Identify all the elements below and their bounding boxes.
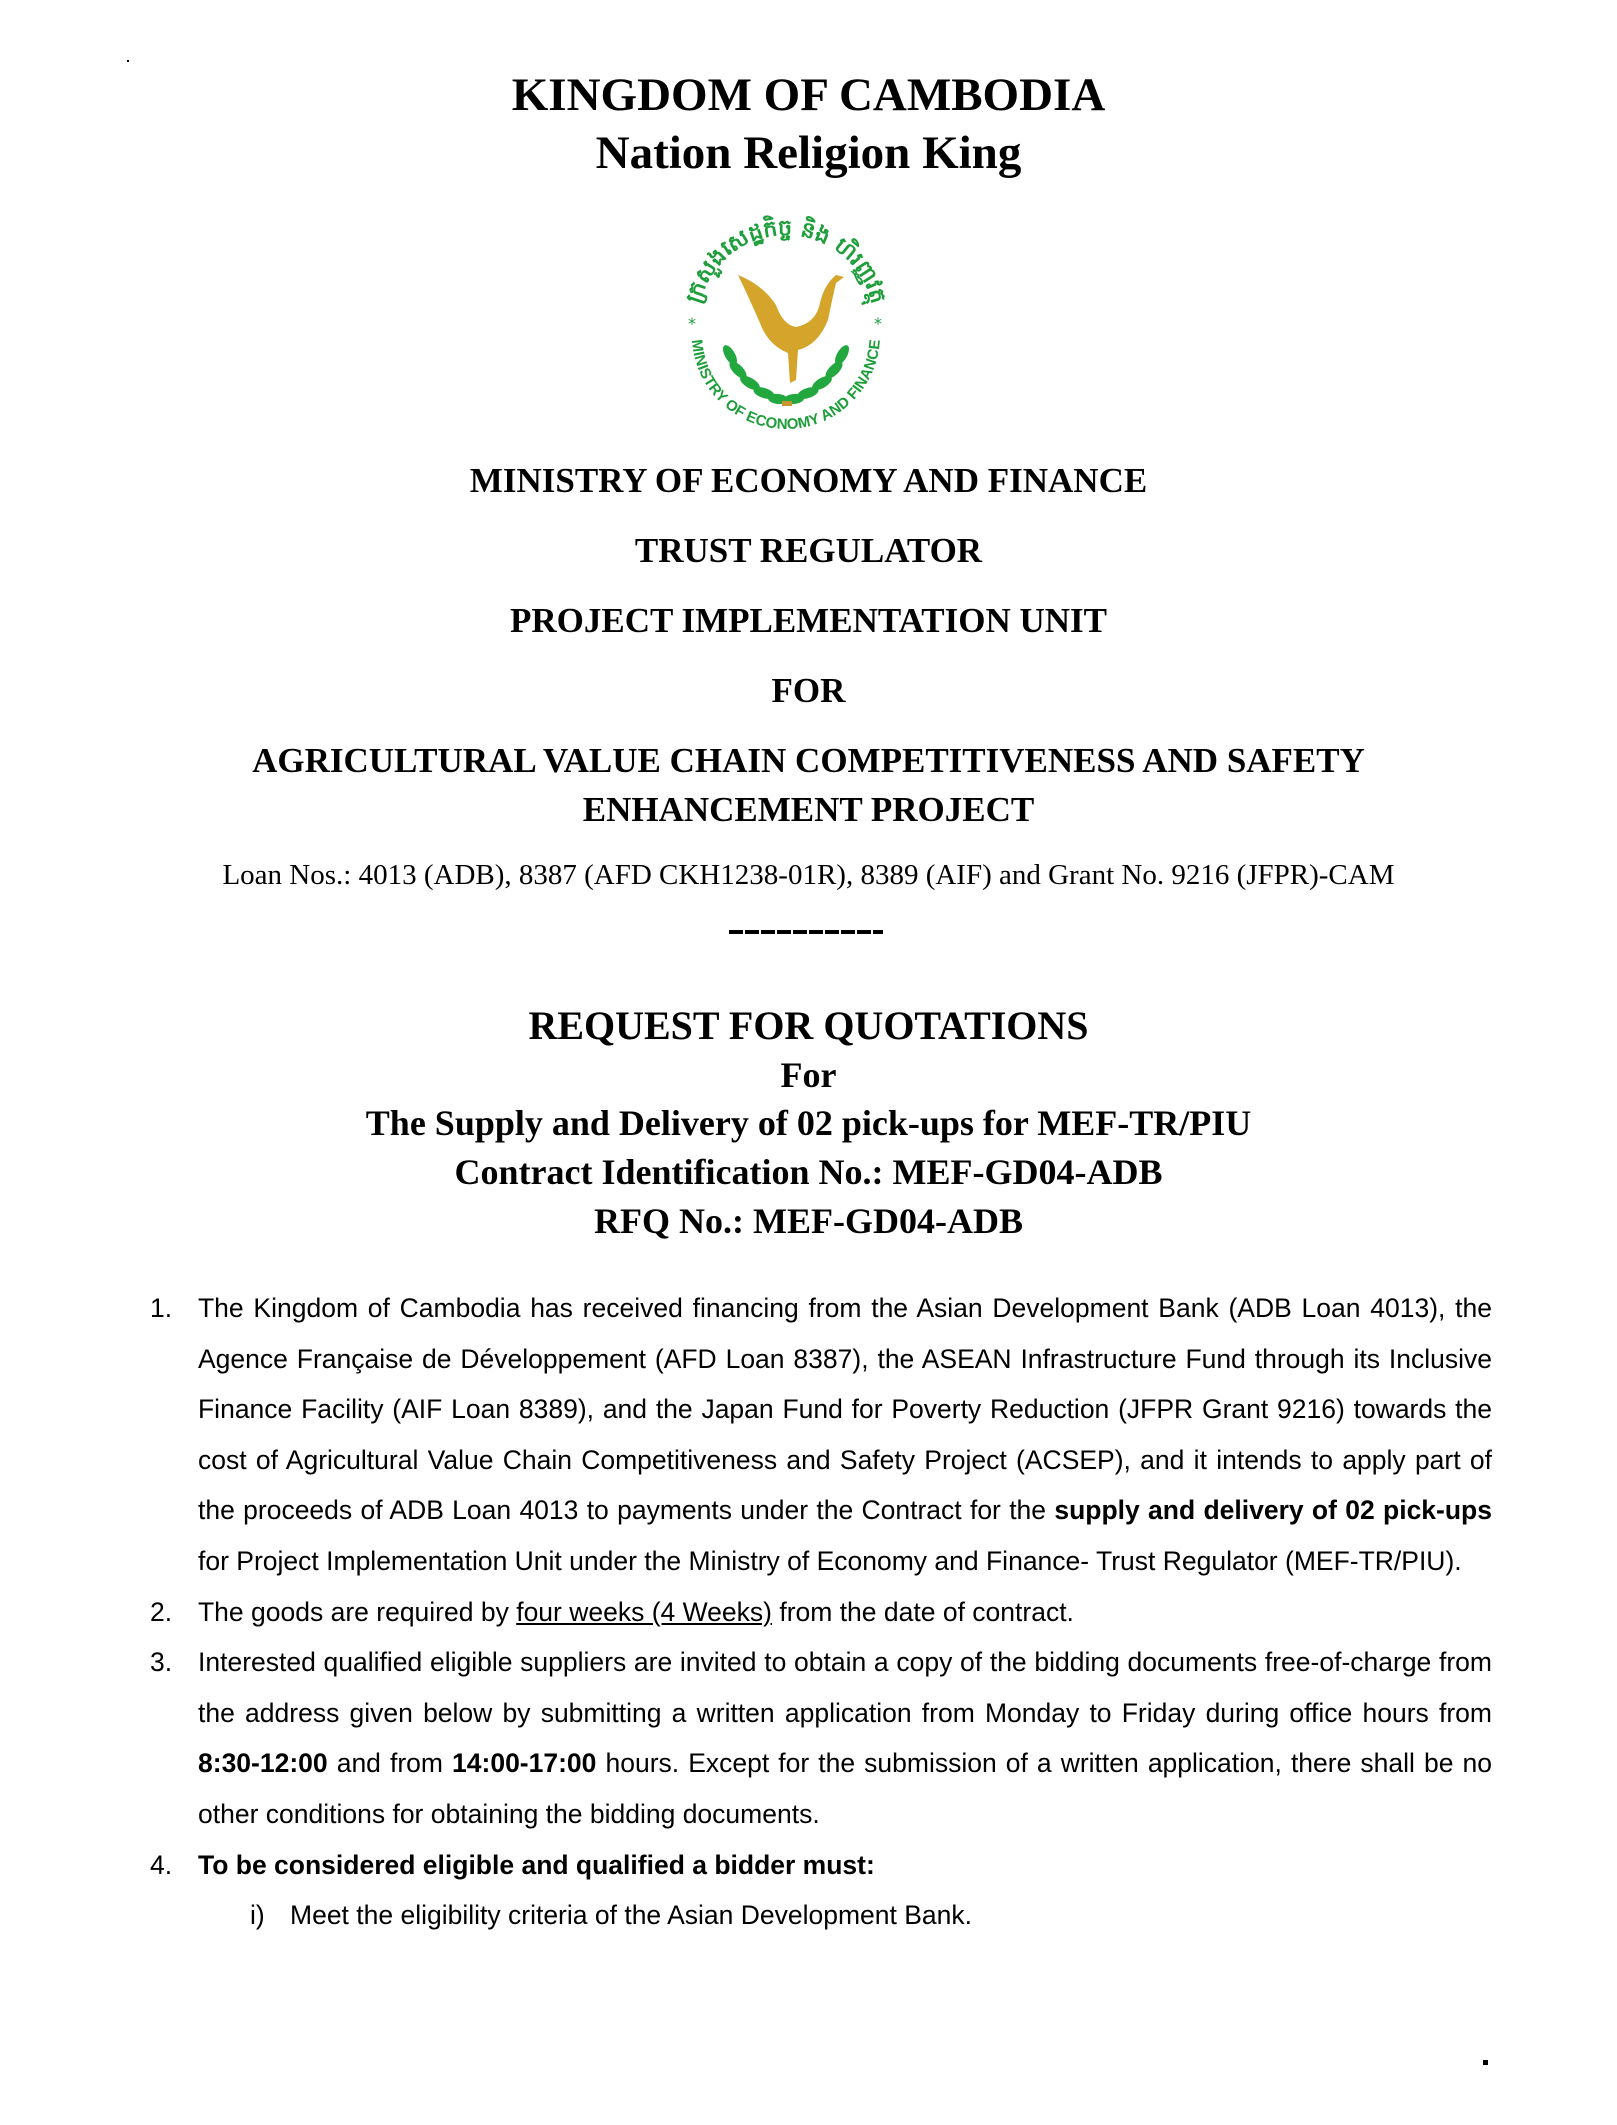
svg-text:*: * [688, 314, 696, 333]
list-item-4 [150, 1840, 1492, 1891]
office-hours-morning: 8:30-12:00 [198, 1748, 328, 1779]
item-text: and from [327, 1748, 453, 1779]
office-hours-afternoon: 14:00-17:00 [452, 1748, 597, 1779]
national-motto: Nation Religion King [595, 127, 1022, 179]
loan-numbers: Loan Nos.: 4013 (ADB), 8387 (AFD CKH1238-01R), 8389 (AIF) and Grant No. 9216 (JFPR)-CAM [222, 859, 1395, 891]
list-item-3 [150, 1637, 1492, 1839]
project-name-line-2: ENHANCEMENT PROJECT [582, 790, 1035, 829]
for-label: FOR [771, 671, 846, 710]
sub-item-text: Meet the eligibility criteria of the Asian Development Bank. [290, 1900, 972, 1931]
item-text: from the date of contract. [771, 1596, 1074, 1627]
rfq-for-label: For [780, 1055, 837, 1095]
svg-text:MINISTRY OF ECONOMY AND FINANC: MINISTRY OF ECONOMY AND FINANCE [687, 338, 884, 434]
delivery-period: four weeks (4 Weeks) [516, 1596, 772, 1627]
ministry-seal-icon [668, 205, 904, 441]
sub-item-number: i) [250, 1900, 265, 1931]
rfq-number: RFQ No.: MEF-GD04-ADB [594, 1201, 1023, 1241]
svg-text:ក្រសួងសេដ្ឋកិច្ច និង ហិរញ្ញវត្: ក្រសួងសេដ្ឋកិច្ច និង ហិរញ្ញវត្ថុ [681, 215, 891, 307]
list-item-1 [150, 1283, 1492, 1587]
separator-line [729, 930, 883, 934]
unit-piu: PROJECT IMPLEMENTATION UNIT [510, 601, 1107, 640]
country-title: KINGDOM OF CAMBODIA [511, 69, 1106, 121]
item-number: 1. [150, 1293, 173, 1323]
list-item-2 [150, 1587, 1492, 1638]
scan-speck-top-left [127, 60, 129, 62]
project-name-line-1: AGRICULTURAL VALUE CHAIN COMPETITIVENESS AND SAFETY [252, 741, 1365, 780]
contract-id: Contract Identification No.: MEF-GD04-ADB [454, 1152, 1163, 1192]
ministry-name: MINISTRY OF ECONOMY AND FINANCE [469, 461, 1148, 500]
item-text: Interested qualified eligible suppliers are invited to obtain a copy of the bidding documents free-of-charge from the address given below by submitting a written application from Monday to Friday during office hours from [198, 1647, 1492, 1728]
svg-text:*: * [874, 314, 882, 333]
item-text: The Kingdom of Cambodia has received financing from the Asian Development Bank (ADB Loan 4013), the Agence Française de Développement (AFD Loan 8387), the ASEAN Infrastructure Fund through its Inclusive Finance Facility (AIF Loan 8389), and the Japan Fund for Poverty Reduction (JFPR Grant 9216) towards the cost of Agricultural Value Chain Competitiveness and Safety Project (ACSEP), and it intends to apply part of the proceeds of ADB Loan 4013 to payments under the Contract for the [198, 1293, 1492, 1526]
item-number: 2. [150, 1596, 173, 1627]
item-text: for Project Implementation Unit under the Ministry of Economy and Finance- Trust Regulator (MEF-TR/PIU). [198, 1545, 1462, 1576]
rfq-title: REQUEST FOR QUOTATIONS [528, 1003, 1089, 1048]
unit-trust-regulator: TRUST REGULATOR [634, 531, 983, 570]
rfq-subject: The Supply and Delivery of 02 pick-ups for MEF-TR/PIU [365, 1103, 1252, 1143]
item-text: hours. Except for the submission of a written application, there shall be no other conditions for obtaining the bidding documents. [198, 1748, 1492, 1829]
sub-item-i [150, 1890, 1492, 1941]
item-bold-text: supply and delivery of 02 pick-ups [1054, 1495, 1492, 1526]
item-number: 3. [150, 1647, 173, 1678]
rfq-body [150, 1283, 1492, 1941]
eligibility-heading: To be considered eligible and qualified a bidder must: [198, 1849, 875, 1880]
item-number: 4. [150, 1849, 173, 1880]
item-text: The goods are required by [198, 1596, 517, 1627]
scan-speck-bottom-right [1483, 2060, 1488, 2065]
